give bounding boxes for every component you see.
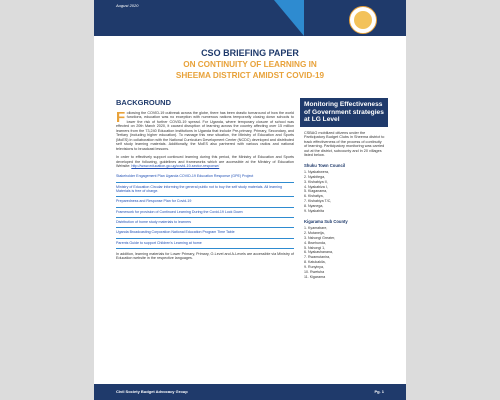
list-item: 8. Katukakila, (304, 260, 326, 265)
title-line-1: CSO BRIEFING PAPER (201, 48, 299, 58)
list-item: 6. Nyakashanana, (304, 250, 333, 255)
header-date: August 2020 (116, 3, 139, 8)
list-item: 4. Nyakabiza I, (304, 184, 328, 189)
resource-link-ubc-timetable[interactable]: Uganda Broadcasting Corporation National Education Program Time Table (116, 228, 294, 238)
title-line-3: SHEEMA DISTRICT AMIDST COVID-19 (175, 71, 325, 80)
group-1-title: Shuku Town Council (304, 162, 346, 168)
resource-link-circular[interactable]: Ministry of Education Circular informing the general public not to buy the self study materials. All learning Materials is free of charge. (116, 183, 294, 198)
group-2-list (300, 226, 388, 280)
list-item: 5. Nshongi 1, (304, 245, 326, 250)
background-heading: BACKGROUND (116, 98, 171, 107)
paper-title (94, 40, 406, 80)
list-item: 9. Runyinya, (304, 265, 324, 270)
resource-link-preparedness-plan[interactable]: Preparedness and Response Plan for Covid-19 (116, 197, 294, 207)
list-item: 8. Nyanega, (304, 204, 324, 209)
sidebar (300, 98, 388, 280)
header-accent (274, 0, 304, 36)
csbag-logo (349, 0, 377, 34)
footer-bar (94, 384, 406, 400)
logo-text: CSBAG (356, 0, 370, 4)
sidebar-text: CSBAG mobilized citizens under the Participatory Budget Clubs in Sheema district to track effectiveness of the process of continuity of learning. Participatory monitoring was carried out at the district, subcounty and in 20 villages listed below. (304, 130, 385, 158)
moes-website-link[interactable]: http://www.education.go.ug/covid-19-sector-response/ (131, 163, 220, 168)
drop-cap: F (116, 109, 126, 126)
paragraph-2-text: In order to effectively support continued learning during this period, the Ministry of Education and Sports developed the following, guidelines and frameworks which are accessible at the Ministry of Education Website: (116, 155, 294, 168)
list-item: 5. Kiaganama, (304, 189, 328, 194)
resource-link-framework[interactable]: Framework for provision of Continued Learning During the Covid-19 Lock Down (116, 208, 294, 218)
list-item: 10. Rwetuha (304, 270, 325, 275)
background-paragraph-1 (116, 111, 294, 151)
resource-link-engagement-plan[interactable]: Stakeholder Engagement Plan Uganda COVID-19 Education Response (GPE) Project (116, 172, 294, 182)
background-section (116, 98, 294, 261)
sidebar-heading: Monitoring Effectiveness of Government strategies at LG Level (300, 98, 388, 127)
group-1-list (300, 170, 388, 214)
header-bar (94, 0, 406, 36)
resource-link-distribution[interactable]: Distribution of home study materials to learners (116, 218, 294, 228)
logo-emblem-icon (354, 11, 372, 29)
footer-organization: Civil Society Budget Advocacy Group (116, 389, 188, 394)
list-item: 2. Mutaneija, (304, 230, 325, 235)
page-number: Pg. 1 (374, 389, 384, 394)
group-2-title: Kigarama Sub County (304, 218, 348, 224)
list-item: 1. Nyakabwera, (304, 169, 329, 174)
background-paragraph-2 (116, 155, 294, 168)
resource-link-parents-guide[interactable]: Parents Guide to support Children's Learning at home (116, 239, 294, 249)
list-item: 7. Rwamutanira, (304, 255, 331, 260)
list-item: 11. Kigarama (304, 275, 326, 279)
list-item: 7. Kishabiya T/C, (304, 199, 332, 204)
list-item: 9. Nyakahita (304, 209, 324, 214)
closing-paragraph: In addition, learning materials for Lower Primary, Primary, O-Level and A-Levels are accessible via Ministry of Education website in the respective languages. (116, 251, 294, 261)
title-line-2: ON CONTINUITY OF LEARNING IN (183, 60, 317, 69)
document-page (94, 0, 406, 400)
list-item: 2. Nyabitega, (304, 174, 326, 179)
list-item: 6. Kishatiya, (304, 194, 324, 199)
paragraph-1-text: ollowing the COVID-19 outbreak across the globe, there has been drastic turnaround of how the world functions, education was no exception with numerous nations temporarily closing down schools to lower the risk of further COVID-19 spread. For Uganda, where temporary closure of school was effected on 20th March 2020, it caused disruption of learning across the country affecting over 15 million learners from the 73,240 Education institutions in Uganda that include Pre-primary, Primary, Secondary, and Tertiary (including higher education). To manage this new situation, the Ministry of Education and Sports (MoES) in collaboration with the National Curriculum Development Center (NCDC) developed and distributed self study learning materials. Additionally, the MoES also partnered with various radios and national televisions to broadcast lessons. (116, 111, 294, 151)
list-item: 3. Nshongi Greater, (304, 235, 336, 240)
list-item: 4. Bwehunda, (304, 240, 326, 245)
list-item: 3. Kishabiya II, (304, 179, 328, 184)
list-item: 1. Kyamabare, (304, 225, 328, 230)
resource-list (116, 172, 294, 248)
